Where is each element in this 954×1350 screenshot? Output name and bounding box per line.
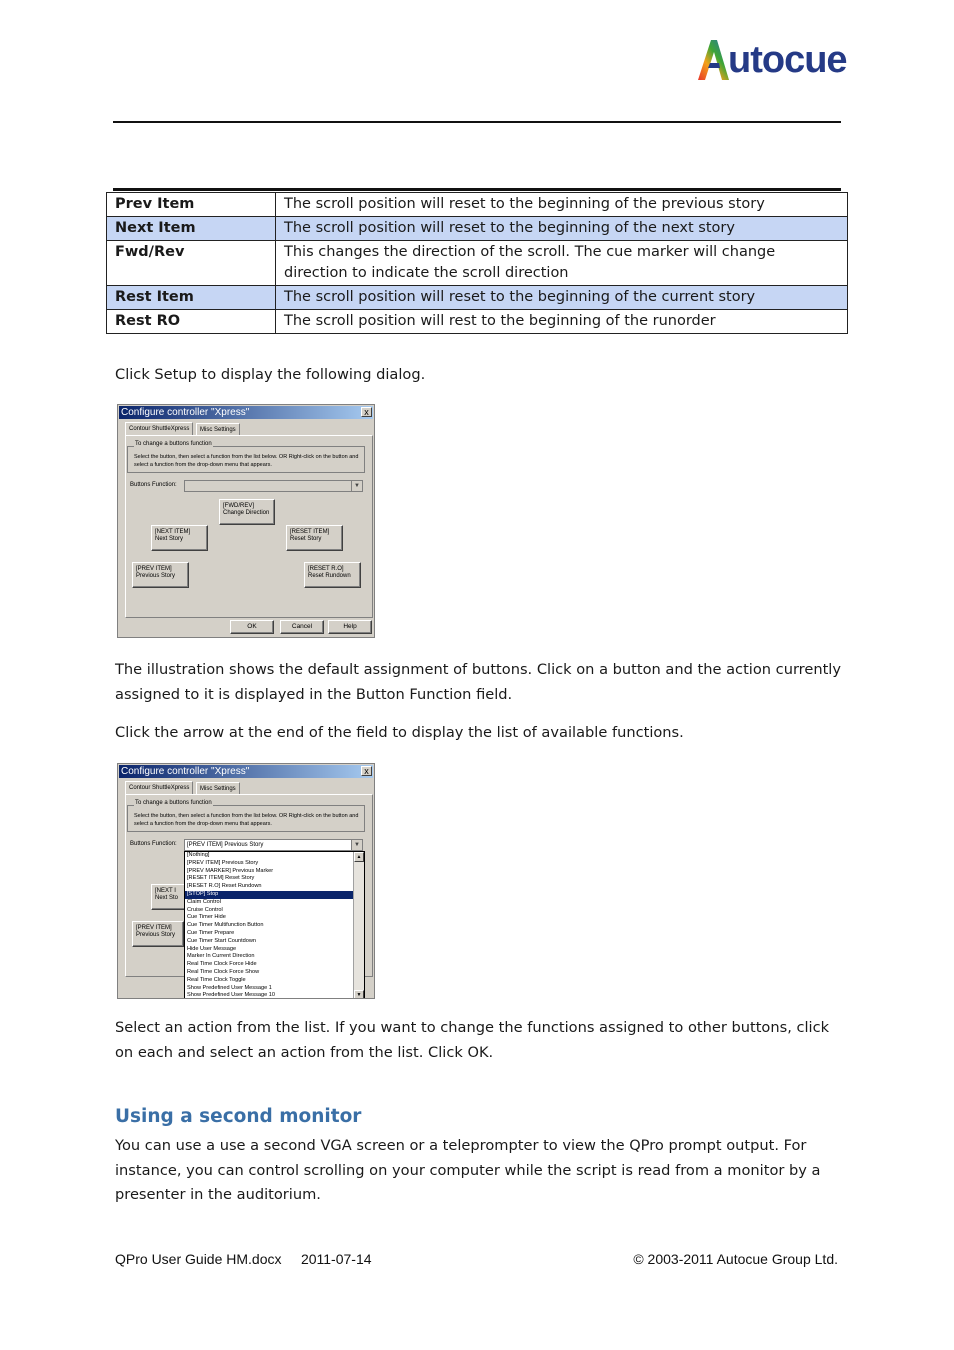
cancel-button[interactable]: Cancel	[280, 620, 324, 634]
table-row	[107, 241, 848, 286]
list-item[interactable]: Real Time Clock Force Show	[187, 968, 260, 975]
button-functions-table	[106, 192, 848, 334]
tab-contour-shuttlexpress[interactable]: Contour ShuttleXpress	[125, 422, 193, 435]
row-description: The scroll position will reset to the beginning of the next story	[276, 217, 848, 241]
table-row	[107, 193, 848, 217]
close-icon[interactable]: x	[361, 766, 372, 776]
paragraph-second-monitor: You can use a use a second VGA screen or a teleprompter to view the QPro prompt output. For instance, you can control scrolling on your computer while the script is read from a monitor by a presenter in the auditorium.	[115, 1137, 821, 1203]
dialog-title: Configure controller "Xpress"	[119, 406, 373, 419]
logo-wordmark: utocue	[728, 39, 847, 81]
group-caption: To change a buttons function	[135, 800, 212, 806]
close-icon[interactable]: x	[361, 407, 372, 417]
ok-button[interactable]: OK	[230, 620, 274, 634]
list-item[interactable]: [RESET ITEM] Reset Story	[187, 875, 255, 882]
list-item[interactable]: Real Time Clock Force Hide	[187, 961, 257, 968]
row-description: The scroll position will reset to the beginning of the previous story	[276, 193, 848, 217]
configure-controller-dialog	[117, 404, 375, 638]
prev-item-button[interactable]: [PREV ITEM] Previous Story	[132, 921, 184, 947]
list-item[interactable]: Hide User Message	[187, 945, 237, 952]
list-item[interactable]: Cue Timer Multifunction Button	[187, 922, 264, 929]
row-description: This changes the direction of the scroll. The cue marker will change direction to indicate the scroll direction	[276, 241, 848, 286]
row-key: Fwd/Rev	[107, 241, 276, 286]
list-item[interactable]: Cue Timer Prepare	[187, 929, 235, 936]
list-item[interactable]: Marker In Current Direction	[187, 953, 255, 960]
row-key: Prev Item	[107, 193, 276, 217]
buttons-function-label: Buttons Function:	[130, 841, 177, 847]
table-top-rule	[113, 188, 841, 191]
table-row	[107, 310, 848, 334]
combo-value: [PREV ITEM] Previous Story	[187, 842, 264, 848]
buttons-function-combo[interactable]	[184, 839, 363, 851]
chevron-down-icon[interactable]: ▼	[351, 481, 362, 491]
tab-misc-settings[interactable]: Misc Settings	[196, 782, 240, 794]
next-item-button[interactable]: [NEXT ITEM] Next Story	[151, 525, 208, 551]
next-item-button[interactable]: [NEXT I Next Sto	[151, 884, 187, 910]
tab-misc-settings[interactable]: Misc Settings	[196, 423, 240, 435]
list-item[interactable]: [STOP] Stop	[185, 891, 353, 899]
configure-controller-dialog-list	[117, 763, 375, 999]
list-item[interactable]: Cue Timer Start Countdown	[187, 937, 257, 944]
list-item[interactable]: [RESET R.O] Reset Rundown	[187, 883, 262, 890]
footer-right: © 2003-2011 Autocue Group Ltd.	[633, 1251, 838, 1267]
row-key: Rest Item	[107, 286, 276, 310]
tab-contour-shuttlexpress[interactable]: Contour ShuttleXpress	[125, 781, 193, 794]
paragraph-illustration: The illustration shows the default assignment of buttons. Click on a button and the action currently assigned to it is displayed in the Button Function field.	[115, 661, 842, 703]
list-item[interactable]: Show Predefined User Message 1	[187, 984, 272, 991]
fwd-rev-button[interactable]: [FWD/REV] Change Direction	[219, 499, 275, 525]
functions-dropdown-list[interactable]	[184, 851, 365, 999]
dialog-title: Configure controller "Xpress"	[119, 765, 373, 778]
row-description: The scroll position will rest to the beginning of the runorder	[276, 310, 848, 334]
section-heading: Using a second monitor	[115, 1106, 362, 1127]
header-rule	[113, 121, 841, 123]
buttons-function-combo[interactable]	[184, 480, 363, 492]
paragraph-select-action: Select an action from the list. If you want to change the functions assigned to other buttons, click on each and select an action from the list. Click OK.	[115, 1019, 830, 1061]
list-item[interactable]: [Nothing]	[187, 852, 210, 858]
prev-item-button[interactable]: [PREV ITEM] Previous Story	[132, 562, 189, 588]
table-row	[107, 217, 848, 241]
table-row	[107, 286, 848, 310]
list-item[interactable]: Real Time Clock Toggle	[187, 976, 246, 983]
paragraph-arrow: Click the arrow at the end of the field to display the list of available functions.	[115, 724, 684, 741]
paragraph-setup: Click Setup to display the following dialog.	[115, 366, 426, 383]
scroll-down-icon[interactable]: ▼	[354, 990, 364, 999]
footer-left: QPro User Guide HM.docx 2011-07-14	[115, 1251, 372, 1267]
group-text: Select the button, then select a function from the list below. OR Right-click on the button and select a function from the drop-down menu that appears.	[134, 454, 359, 468]
row-description: The scroll position will reset to the beginning of the current story	[276, 286, 848, 310]
list-item[interactable]: Claim Control	[187, 898, 221, 905]
scroll-up-icon[interactable]: ▲	[354, 852, 364, 862]
list-item[interactable]: Cruise Control	[187, 906, 223, 913]
group-text: Select the button, then select a function from the list below. OR Right-click on the button and select a function from the drop-down menu that appears.	[134, 813, 359, 827]
row-key: Rest RO	[107, 310, 276, 334]
row-key: Next Item	[107, 217, 276, 241]
help-button[interactable]: Help	[328, 620, 372, 634]
list-item[interactable]: Show Predefined User Message 10	[187, 992, 275, 999]
buttons-function-label: Buttons Function:	[130, 482, 177, 488]
autocue-logo	[696, 38, 847, 82]
list-item[interactable]: Cue Timer Hide	[187, 914, 226, 921]
reset-ro-button[interactable]: [RESET R.O] Reset Rundown	[304, 562, 361, 588]
chevron-down-icon[interactable]: ▼	[351, 840, 362, 850]
list-item[interactable]: [PREV ITEM] Previous Story	[187, 859, 259, 866]
scrollbar[interactable]	[353, 852, 364, 999]
list-item[interactable]: [PREV MARKER] Previous Marker	[187, 867, 274, 874]
reset-item-button[interactable]: [RESET ITEM] Reset Story	[286, 525, 343, 551]
group-caption: To change a buttons function	[135, 441, 212, 447]
autocue-logo-mark-icon	[696, 38, 730, 82]
